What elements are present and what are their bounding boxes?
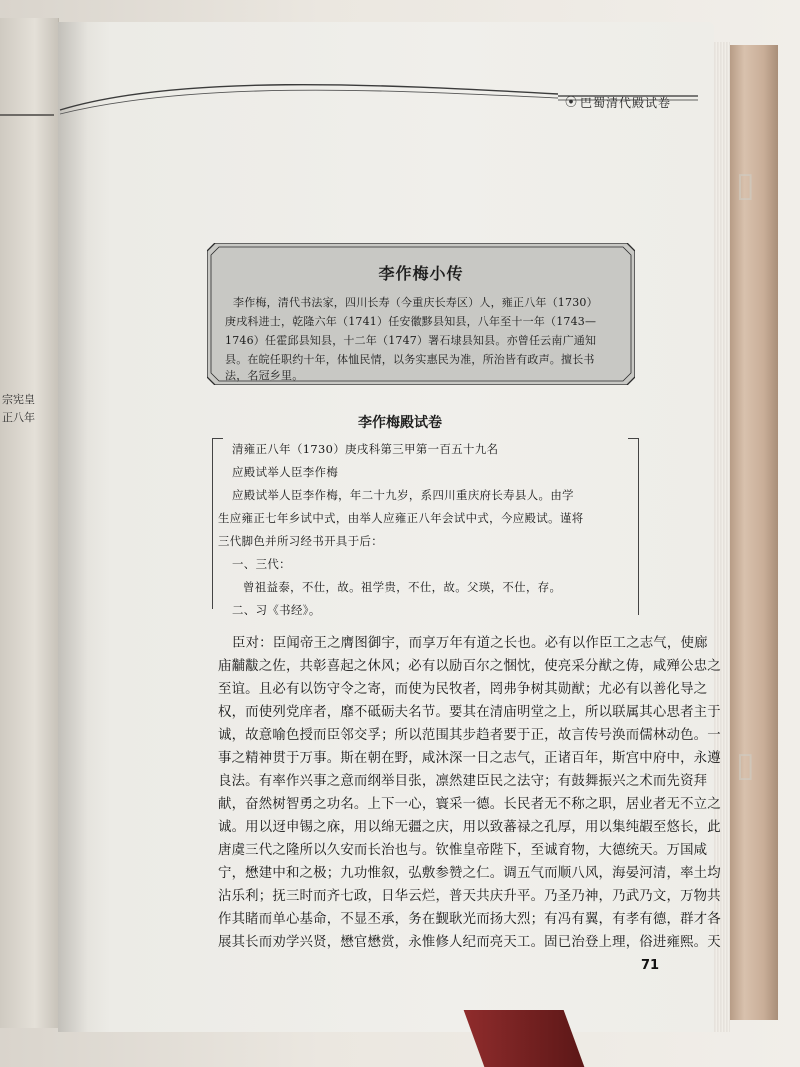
biography-line: 庚戌科进士，乾隆六年（1741）任安徽黟县知县，八年至十一年（1743—: [225, 315, 597, 328]
body-text-line: 唐虞三代之隆所以久安而长治也与。钦惟皇帝陛下，至诚育物，大德统天。万国咸: [218, 843, 708, 858]
body-text-line: 沾乐利；抚三时而齐七政，日华云烂，普天共庆升平。乃圣乃神，乃武乃文，万物共: [218, 889, 721, 904]
front-matter-bracket-right: [628, 438, 639, 615]
running-header: 巴蜀清代殿试卷: [580, 96, 672, 110]
body-text-line: 良法。有率作兴事之意而纲举目张，凛然建臣民之法守；有鼓舞振兴之术而先资拜: [218, 774, 708, 789]
body-text-line: 诚，故意喻色授而臣邻交孚；所以范围其步趋者要于正，故言传号涣而儒林动色。一: [218, 728, 721, 743]
left-page-fragment: 正八年: [2, 411, 35, 424]
left-page-fragment: 宗宪皇: [2, 393, 35, 406]
biography-box: [207, 243, 635, 385]
section-title: 李作梅殿试卷: [358, 415, 442, 431]
body-text-line: 诚。用以迓申锡之庥，用以绵无疆之庆，用以致蕃禄之孔厚，用以集纯嘏至悠长，此: [218, 820, 721, 835]
biography-line: 李作梅，清代书法家，四川长寿（今重庆长寿区）人，雍正八年（1730）: [233, 296, 598, 309]
front-matter-line: 生应雍正七年乡试中式，由举人应雍正八年会试中式，今应殿试。谨将: [218, 511, 584, 525]
front-matter-line: 清雍正八年（1730）庚戌科第三甲第一百五十九名: [232, 442, 499, 456]
front-matter-line: 一、三代：: [232, 557, 291, 571]
cover-decoration: ▯: [736, 745, 755, 785]
bookmark-ribbon: [464, 1010, 585, 1067]
page-stack-edge: [712, 42, 730, 1032]
biography-line: 县。在皖任职约十年，体恤民情，以务实惠民为准，所治皆有政声。擅长书: [225, 353, 595, 366]
front-matter-line: 应殿试举人臣李作梅，年二十九岁，系四川重庆府长寿县人。由学: [232, 488, 574, 502]
body-text-line: 至谊。且必有以饬守令之寄，而使为民牧者，罔弗争树其勋猷；尤必有以善化导之: [218, 682, 708, 697]
page-number: 71: [641, 958, 660, 973]
body-text-line: 宁，懋建中和之极；九功惟叙，弘敷参赞之仁。调五气而顺八风，海晏河清，率土均: [218, 866, 721, 881]
biography-title: 李作梅小传: [378, 264, 464, 283]
body-text-line: 事之精神贯于万事。斯在朝在野，咸沐深一日之志气，正诸百年，斯宫中府中，永遵: [218, 751, 721, 766]
left-page: [0, 18, 59, 1028]
body-text-line: 作其睹而单心基命，不显丕承，务在觐耿光而扬大烈；有冯有翼，有孝有德，群才各: [218, 912, 721, 927]
body-text-line: 权，而使列党庠者，靡不砥砺夫名节。要其在清庙明堂之上，所以联属其心思者主于: [218, 705, 721, 720]
biography-line: 法，名冠乡里。: [225, 369, 304, 382]
body-text-line: 献，奋然树智勇之功名。上下一心，寰采一德。长民者无不称之职，居业者无不立之: [218, 797, 721, 812]
front-matter-line: 曾祖益泰，不仕，故。祖学贵，不仕，故。父瑛，不仕，存。: [243, 580, 562, 594]
body-text-line: 庙黼黻之佐，共彰喜起之休风；必有以励百尔之悃忱，使亮采分猷之俦，咸殚公忠之: [218, 659, 721, 674]
gutter-shadow: [58, 22, 88, 1032]
left-page-rule: [0, 114, 54, 116]
book-cover: [728, 45, 778, 1020]
cover-decoration: ▯: [736, 165, 755, 205]
body-text-line: 展其长而劝学兴贤，懋官懋赏，永惟修人纪而亮天工。固已治登上理，俗进雍熙。天: [218, 935, 721, 950]
front-matter-line: 三代脚色并所习经书开具于后：: [218, 534, 384, 548]
front-matter-line: 应殿试举人臣李作梅: [232, 465, 339, 479]
body-text-line: 臣对：臣闻帝王之膺图御宇，而享万年有道之长也。必有以作臣工之志气，使廊: [232, 636, 708, 651]
header-ornament-icon: ⦿: [565, 95, 578, 109]
front-matter-line: 二、习《书经》。: [232, 603, 321, 617]
biography-line: 1746）任霍邱县知县，十二年（1747）署石埭县知县。亦曾任云南广通知: [225, 334, 597, 347]
